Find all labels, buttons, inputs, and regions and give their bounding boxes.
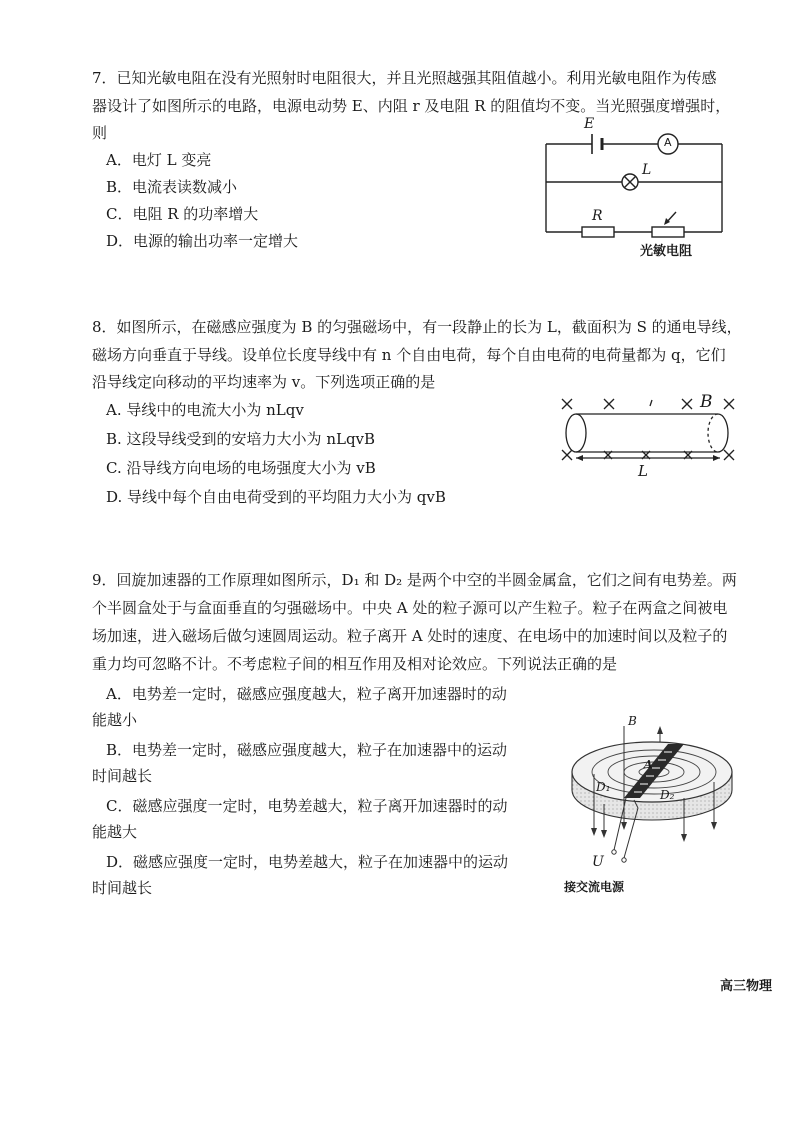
q7-option-b[interactable]: B．电流表读数减小: [106, 178, 238, 196]
q9-option-a[interactable]: A．电势差一定时，磁感应强度越大，粒子离开加速器时的动: [106, 685, 507, 703]
label-e: E: [584, 116, 595, 132]
q7-circuit-diagram: [540, 116, 730, 260]
q9-option-a-cont: 能越小: [92, 711, 138, 729]
q9-stem-line-3: 场加速，进入磁场后做匀速圆周运动。粒子离开 A 处时的速度、在电场中的加速时间以及粒子的: [92, 627, 728, 645]
q9-stem-line-2: 个半圆盒处于与盒面垂直的匀强磁场中。中央 A 处的粒子源可以产生粒子。粒子在两盒之间被电: [92, 599, 728, 617]
q7-option-a[interactable]: A．电灯 L 变亮: [106, 151, 212, 169]
q7-stem-line-2: 器设计了如图所示的电路，电源电动势 E、内阻 r 及电阻 R 的阻值均不变。当光照强度增强时，: [92, 97, 731, 115]
q8-stem-line-3: 沿导线定向移动的平均速率为 v。下列选项正确的是: [92, 373, 436, 391]
q9-option-d-cont: 时间越长: [92, 879, 153, 897]
q9-stem-line-1: 9．回旋加速器的工作原理如图所示，D₁ 和 D₂ 是两个中空的半圆金属盒，它们之间有电势差。两: [92, 571, 737, 589]
q8-option-b[interactable]: B. 这段导线受到的安培力大小为 nLqvB: [106, 430, 376, 448]
label-l: L: [642, 162, 652, 178]
q9-option-b-cont: 时间越长: [92, 767, 153, 785]
label-a: A: [644, 758, 653, 771]
label-r: R: [592, 208, 603, 224]
q7-stem-line-3: 则: [92, 124, 108, 142]
q9-option-c-cont: 能越大: [92, 823, 138, 841]
page-footer-subject: 高三物理: [719, 979, 772, 994]
q9-option-c[interactable]: C．磁感应强度一定时，电势差越大，粒子离开加速器时的动: [106, 797, 508, 815]
q8-option-c[interactable]: C. 沿导线方向电场的电场强度大小为 vB: [106, 459, 376, 477]
q7-option-c[interactable]: C．电阻 R 的功率增大: [106, 205, 259, 223]
q8-option-d[interactable]: D. 导线中每个自由电荷受到的平均阻力大小为 qvB: [106, 488, 446, 506]
q7-option-d[interactable]: D．电源的输出功率一定增大: [106, 232, 299, 250]
label-b: B: [628, 714, 637, 728]
photoresistor-caption: 光敏电阻: [640, 244, 693, 259]
q8-wire-in-field-diagram: [556, 388, 742, 484]
q9-option-b[interactable]: B．电势差一定时，磁感应强度越大，粒子在加速器中的运动: [106, 741, 508, 759]
label-u: U: [592, 854, 604, 870]
label-d1: D₁: [596, 780, 611, 794]
q7-stem-line-1: 7．已知光敏电阻在没有光照射时电阻很大，并且光照越强其阻值越小。利用光敏电阻作为传感: [92, 69, 717, 87]
label-l: L: [638, 462, 648, 480]
q8-stem-line-1: 8．如图所示，在磁感应强度为 B 的匀强磁场中，有一段静止的长为 L，截面积为 S 的通电导线，: [92, 318, 742, 336]
q8-stem-line-2: 磁场方向垂直于导线。设单位长度导线中有 n 个自由电荷，每个自由电荷的电荷量都为 q，它们: [92, 346, 726, 364]
q8-option-a[interactable]: A. 导线中的电流大小为 nLqv: [106, 401, 304, 419]
q9-option-d[interactable]: D．磁感应强度一定时，电势差越大，粒子在加速器中的运动: [106, 853, 509, 871]
q9-cyclotron-diagram: [564, 712, 744, 894]
label-d2: D₂: [660, 788, 675, 802]
label-b: B: [700, 392, 713, 412]
ac-source-caption: 接交流电源: [564, 880, 625, 894]
q9-stem-line-4: 重力均可忽略不计。不考虑粒子间的相互作用及相对论效应。下列说法正确的是: [92, 655, 618, 673]
ammeter-label: A: [664, 136, 672, 149]
